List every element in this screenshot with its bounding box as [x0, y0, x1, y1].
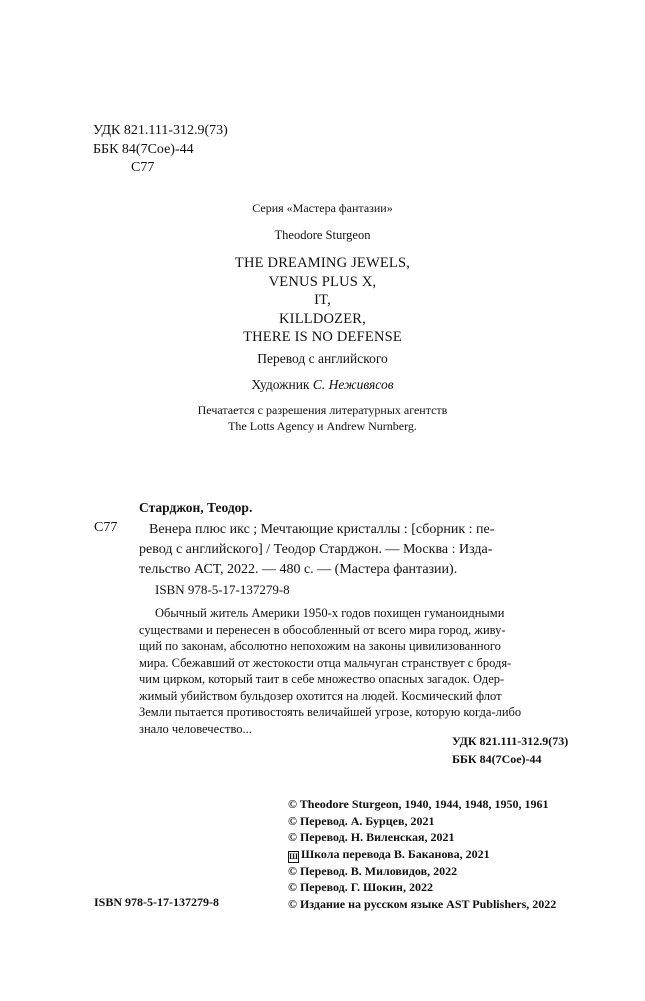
artist-label: Художник	[251, 377, 310, 392]
copyright-text: Перевод. А. Бурцев, 2021	[299, 813, 435, 828]
description-line: Венера плюс икс ; Мечтающие кристаллы : [сборник : пе-	[149, 522, 495, 537]
abstract-line: жимый убийством бульдозер охотится на людей. Космический флот	[139, 688, 502, 703]
title-line: IT,	[314, 292, 331, 308]
copyright-row	[288, 896, 556, 913]
top-classification	[93, 122, 228, 178]
school-mark-icon: Ш	[289, 851, 298, 861]
author-mark: С77	[131, 160, 155, 175]
bottom-classification	[452, 732, 568, 768]
copyright-mark: ©	[288, 813, 297, 828]
title-line: THERE IS NO DEFENSE	[243, 329, 402, 345]
abstract-line: чим цирком, который таит в себе множество опасных загадок. Одер-	[139, 672, 505, 686]
title-line: VENUS PLUS X,	[268, 273, 377, 290]
abstract-line: знало человечество...	[139, 721, 252, 736]
copyright-mark: ©	[288, 830, 297, 844]
copyright-mark: ©	[288, 896, 297, 911]
description-line: тельство АСТ, 2022. — 480 с. — (Мастера фантазии).	[139, 562, 458, 577]
copyright-list	[288, 796, 556, 912]
copyright-row	[288, 879, 556, 896]
abstract-line: Обычный житель Америки 1950-х годов похищен гуманоидными	[155, 606, 505, 620]
copyright-row	[288, 846, 556, 863]
copyright-text: Школа перевода В. Баканова, 2021	[301, 846, 490, 861]
catalog-author: Старджон, Теодор.	[139, 500, 253, 515]
udk-code-bottom: УДК 821.111-312.9(73)	[452, 734, 569, 748]
abstract-line: щий по законам, абсолютно непохожим на законы цивилизованного	[139, 639, 501, 653]
copyright-mark: ©	[288, 880, 297, 894]
isbn-bottom: ISBN 978-5-17-137279-8	[94, 895, 219, 909]
title-line: THE DREAMING JEWELS,	[234, 255, 411, 271]
description-line: ревод с английского] / Теодор Старджон. — Москва : Изда-	[139, 542, 493, 557]
copyright-text: Theodore Sturgeon, 1940, 1944, 1948, 1950, 1961	[299, 797, 549, 811]
copyright-text: Перевод. В. Миловидов, 2022	[299, 863, 458, 878]
abstract-line: существами и перенесен в обособленный от всего мира город, живу-	[139, 622, 506, 637]
copyright-mark: ©	[288, 797, 297, 811]
license-line: Печатается с разрешения литературных агентств	[197, 403, 448, 417]
copyright-row	[288, 796, 556, 813]
artist-name: С. Неживясов	[312, 377, 394, 392]
artist-credit	[0, 377, 645, 393]
book-abstract	[139, 605, 594, 737]
abstract-line: Земли пытается противостоять величайшей угрозе, которую когда-либо	[139, 705, 522, 719]
abstract-line: мира. Сбежавший от жестокости отца мальчуган странствует с бродя-	[139, 655, 512, 670]
copyright-mark: ©	[288, 863, 297, 878]
copyright-text: Издание на русском языке AST Publishers, 2022	[299, 896, 557, 911]
license-line: The Lotts Agency и Andrew Nurnberg.	[228, 418, 417, 433]
catalog-isbn: ISBN 978-5-17-137279-8	[155, 582, 290, 597]
translation-note: Перевод с английского	[257, 351, 388, 366]
catalog-description	[139, 520, 579, 580]
copyright-text: Перевод. Н. Виленская, 2021	[299, 830, 455, 844]
license-note	[0, 403, 645, 434]
udk-code: УДК 821.111-312.9(73)	[93, 123, 228, 138]
author-name-en: Theodore Sturgeon	[274, 228, 371, 242]
bbk-code: ББК 84(7Сое)-44	[93, 141, 194, 157]
copyright-row	[288, 863, 556, 880]
copyright-row	[288, 829, 556, 846]
copyright-text: Перевод. Г. Шокин, 2022	[299, 880, 433, 894]
original-titles	[0, 254, 645, 347]
series-name: Серия «Мастера фантазии»	[252, 201, 393, 215]
bbk-code-bottom: ББК 84(7Сое)-44	[452, 752, 542, 766]
title-line: KILLDOZER,	[279, 310, 366, 327]
copyright-row	[288, 813, 556, 830]
catalog-code: С77	[94, 520, 118, 535]
